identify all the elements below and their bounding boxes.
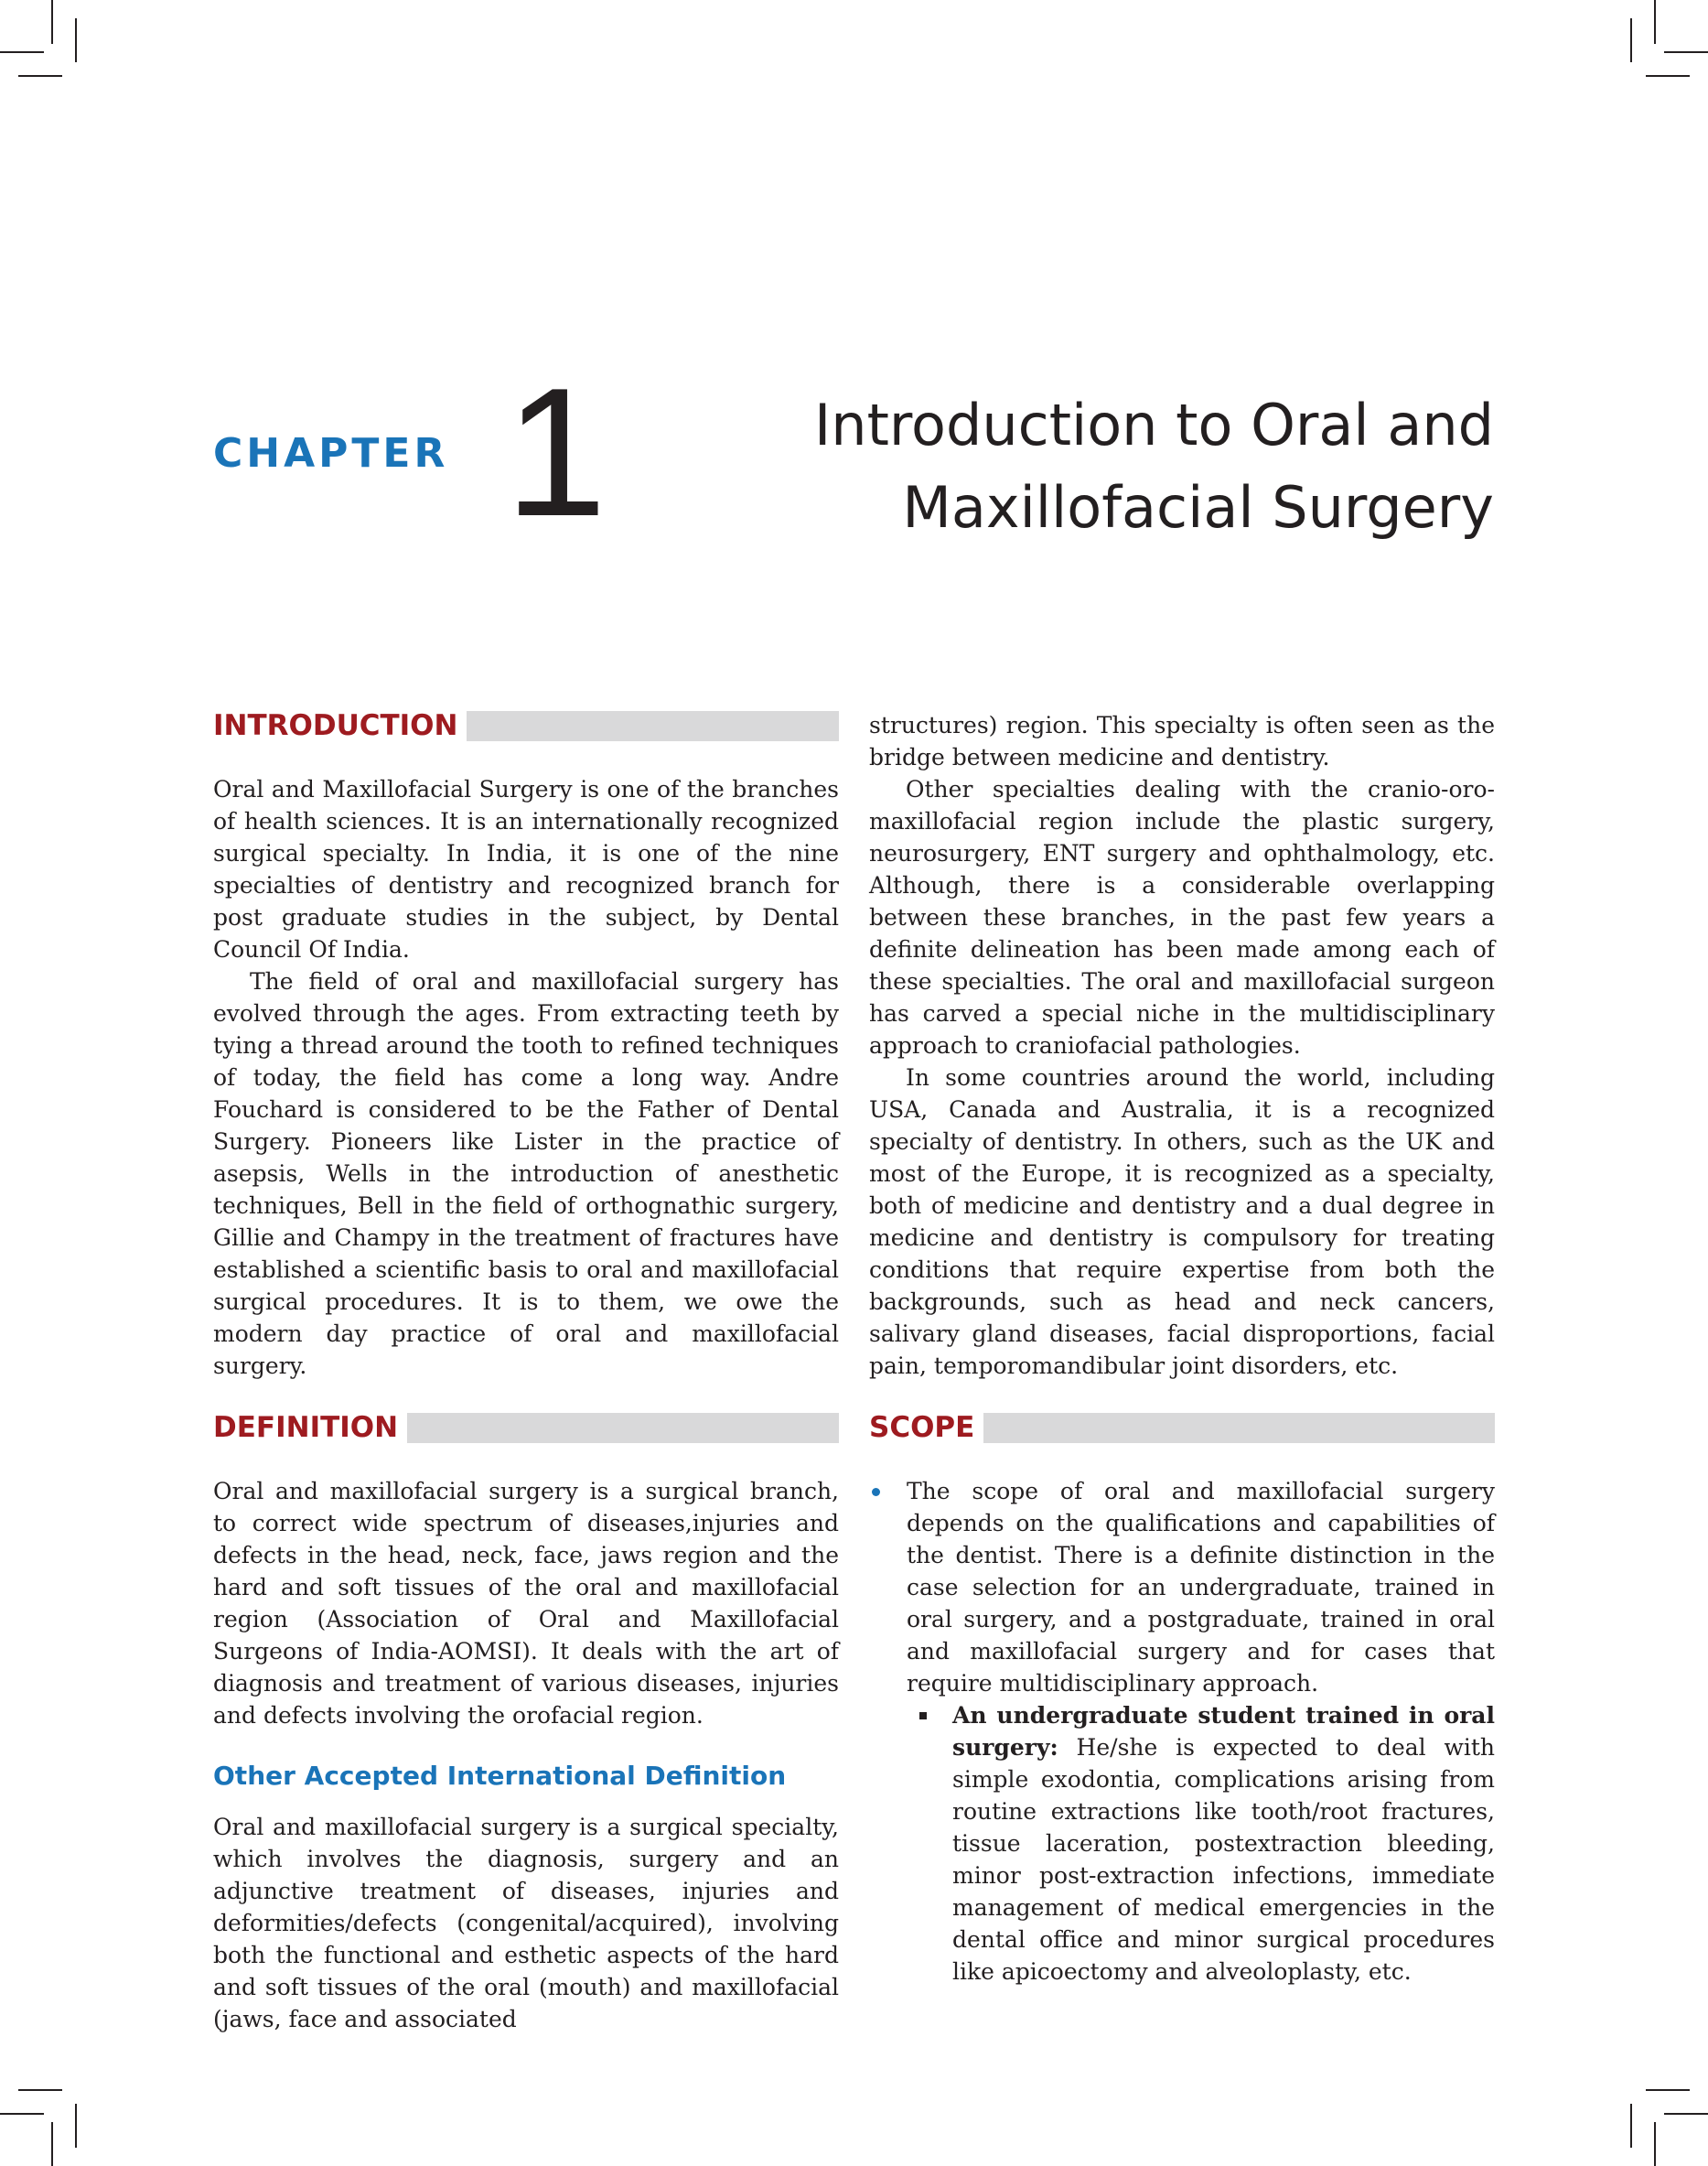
section-heading-scope: [869, 1411, 1495, 1444]
paragraph: structures) region. This specialty is often seen as the bridge between medicine and dentistry.: [869, 712, 1495, 770]
crop-mark: [0, 51, 44, 53]
paragraph: The field of oral and maxillofacial surgery has evolved through the ages. From extracting teeth by tying a thread around the tooth to refined techniques of today, the field has come a long way. Andre Fouchard is considered to be the Father of Dental Surgery. Pioneers like Lister in the practice of asepsis, Wells in the introduction of anesthetic techniques, Bell in the field of orthognathic surgery, Gillie and Champy in the treatment of fractures have established a scientific basis to oral and maxillofacial surgical procedures. It is to them, we owe the modern day practice of oral and maxillofacial surgery.: [213, 968, 839, 1379]
right-column: [869, 709, 1495, 1988]
paragraph: The scope of oral and maxillofacial surgery depends on the qualifications and capabilities of the dentist. There is a definite distinction in the case selection for an undergraduate, trained in oral surgery, and a postgraduate, trained in oral and maxillofacial surgery and for cases that require multidisciplinary approach.: [907, 1478, 1495, 1697]
paragraph: [952, 1699, 1495, 1988]
crop-mark: [51, 0, 53, 44]
section-heading-label: DEFINITION: [213, 1411, 399, 1444]
body-text: He/she is expected to deal with simple exodontia, complications arising from routine extractions like tooth/root fractures, tissue laceration, postextraction bleeding, minor post-extraction infections, immediate management of medical emergencies in the dental office and minor surgical procedures like apicoectomy and alveoloplasty, etc.: [952, 1734, 1495, 1985]
crop-mark: [18, 2089, 62, 2091]
section-heading-label: INTRODUCTION: [213, 709, 458, 742]
crop-mark: [1654, 0, 1656, 44]
chapter-title-line: Maxillofacial Surgery: [902, 474, 1494, 541]
heading-bar: [407, 1413, 839, 1443]
crop-mark: [1664, 51, 1708, 53]
bullet-icon: [872, 1488, 880, 1496]
crop-mark: [1654, 2122, 1656, 2166]
section-heading-label: SCOPE: [869, 1411, 975, 1444]
paragraph: Oral and maxillofacial surgery is a surgical branch, to correct wide spectrum of diseases,injuries and defects in the head, neck, face, jaws region and the hard and soft tissues of the oral and maxillofacial region (Association of Oral and Maxillofacial Surgeons of India-AOMSI). It deals with the art of diagnosis and treatment of various diseases, injuries and defects involving the orofacial region.: [213, 1478, 839, 1729]
chapter-label: CHAPTER: [213, 430, 449, 477]
heading-bar: [467, 711, 839, 741]
list-item: [869, 1475, 1495, 1988]
section-heading-introduction: [213, 709, 839, 742]
crop-mark: [1630, 18, 1632, 62]
scope-sublist: [907, 1699, 1495, 1988]
crop-mark: [1646, 75, 1690, 77]
paragraph: In some countries around the world, including USA, Canada and Australia, it is a recognized specialty of dentistry. In others, such as the UK and most of the Europe, it is recognized as a specialty, both of medicine and dentistry and a dual degree in medicine and dentistry is compulsory for treating conditions that require expertise from both the backgrounds, such as head and neck cancers, salivary gland diseases, facial disproportions, facial pain, temporomandibular joint disorders, etc.: [869, 1064, 1495, 1379]
left-column: [213, 709, 839, 2035]
chapter-number: 1: [505, 350, 607, 555]
paragraph: Other specialties dealing with the cranio-oro-maxillofacial region include the plastic surgery, neurosurgery, ENT surgery and ophthalmology, etc. Although, there is a considerable overlapping between these branches, in the past few years a definite delineation has been made among each of these specialties. The oral and maxillofacial surgeon has carved a special niche in the multidisciplinary approach to craniofacial pathologies.: [869, 776, 1495, 1059]
chapter-title: [671, 384, 1494, 549]
crop-mark: [75, 2104, 77, 2148]
paragraph: Oral and Maxillofacial Surgery is one of the branches of health sciences. It is an internationally recognized surgical specialty. In India, it is one of the nine specialties of dentistry and recognized branch for post graduate studies in the subject, by Dental Council Of India.: [213, 776, 839, 963]
subheading-international-definition: Other Accepted International Definition: [213, 1761, 787, 1791]
crop-mark: [51, 2122, 53, 2166]
paragraph: Oral and maxillofacial surgery is a surgical specialty, which involves the diagnosis, surgery and an adjunctive treatment of diseases, injuries and deformities/defects (congenital/acquired), involving both the functional and esthetic aspects of the hard and soft tissues of the oral (mouth) and maxillofacial (jaws, face and associated: [213, 1814, 839, 2032]
scope-list: [869, 1475, 1495, 1988]
crop-mark: [18, 75, 62, 77]
crop-mark: [0, 2113, 44, 2115]
chapter-title-line: Introduction to Oral and: [814, 392, 1494, 458]
lead-text: An undergraduate student trained in oral surgery:: [952, 1702, 1495, 1761]
crop-mark: [1630, 2104, 1632, 2148]
crop-mark: [1646, 2089, 1690, 2091]
list-item: [907, 1699, 1495, 1988]
crop-mark: [1664, 2113, 1708, 2115]
heading-bar: [983, 1413, 1495, 1443]
crop-mark: [75, 18, 77, 62]
section-heading-definition: [213, 1411, 839, 1444]
square-bullet-icon: [919, 1712, 927, 1719]
